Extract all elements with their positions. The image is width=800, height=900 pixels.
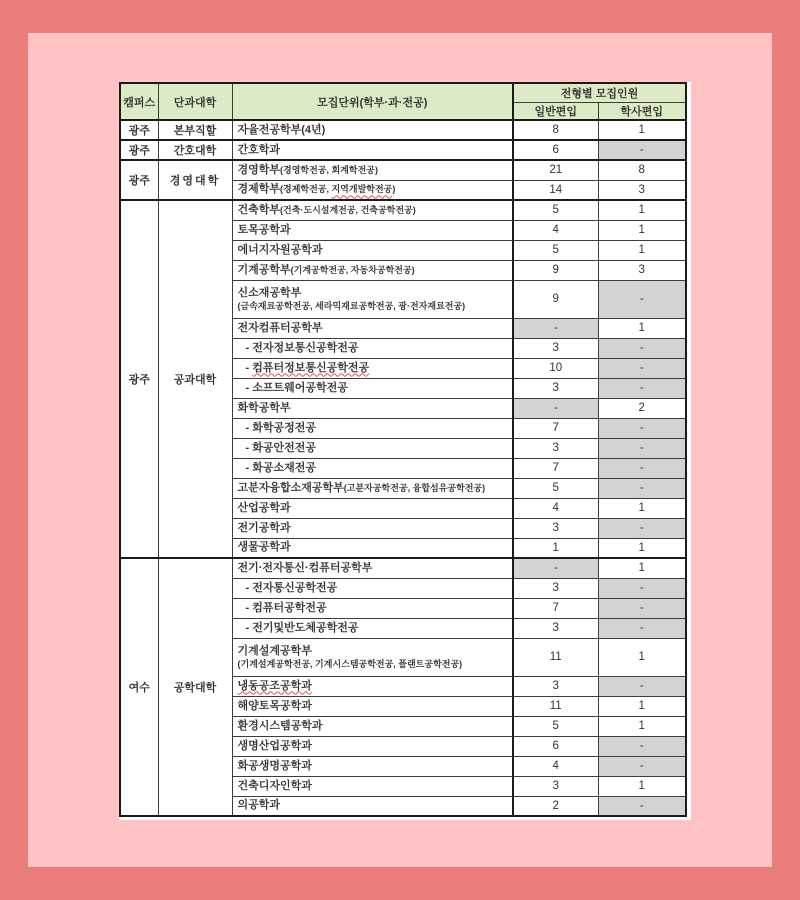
- unit-cell: [232, 518, 513, 538]
- general-count-cell: 11: [513, 696, 598, 716]
- unit-name-line: [246, 582, 510, 595]
- admission-quota-table: [119, 82, 687, 817]
- general-count-cell: 3: [513, 378, 598, 398]
- unit-cell: [232, 180, 513, 200]
- campus-cell: 광주: [120, 140, 158, 160]
- general-count-cell: 3: [513, 338, 598, 358]
- general-count-cell: -: [513, 318, 598, 338]
- general-count-cell: 5: [513, 716, 598, 736]
- unit-name-line: [238, 322, 510, 335]
- general-count-cell: 11: [513, 638, 598, 676]
- unit-text: (경영학전공, 회계학전공): [280, 164, 378, 175]
- unit-subnote: (금속재료공학전공, 세라믹재료공학전공, 광·전자재료전공): [237, 301, 466, 311]
- bachelor-count-cell: 1: [598, 498, 686, 518]
- unit-cell: [232, 358, 513, 378]
- unit-text: 토목공학과: [237, 223, 291, 236]
- bachelor-count-cell: 1: [598, 220, 686, 240]
- unit-name-line: [238, 124, 510, 137]
- general-count-cell: 21: [513, 160, 598, 180]
- general-count-cell: 9: [513, 260, 598, 280]
- unit-cell: [232, 598, 513, 618]
- unit-cell: [232, 498, 513, 518]
- unit-name-line: [238, 645, 510, 658]
- general-count-cell: 4: [513, 220, 598, 240]
- unit-text: 화공생명공학과: [237, 759, 312, 772]
- table-row: [120, 120, 686, 140]
- bachelor-count-cell: 1: [598, 716, 686, 736]
- general-count-cell: 4: [513, 498, 598, 518]
- unit-cell: [232, 280, 513, 318]
- misspell-underlined-text: 지역개발학전공: [331, 184, 393, 195]
- campus-cell: 광주: [120, 160, 158, 200]
- header-campus: 캠퍼스: [120, 83, 158, 120]
- unit-text: (기계공학전공, 자동차공학전공): [290, 264, 415, 275]
- unit-name-line: [238, 541, 510, 554]
- unit-name-line: [238, 264, 510, 277]
- bachelor-count-cell: -: [598, 418, 686, 438]
- bachelor-count-cell: 1: [598, 120, 686, 140]
- unit-name-line: [238, 164, 510, 177]
- unit-name-line: [238, 183, 510, 196]
- unit-cell: [232, 220, 513, 240]
- general-count-cell: 7: [513, 458, 598, 478]
- unit-cell: [232, 776, 513, 796]
- unit-cell: [232, 558, 513, 578]
- unit-cell: [232, 638, 513, 676]
- bachelor-count-cell: -: [598, 438, 686, 458]
- general-count-cell: 5: [513, 240, 598, 260]
- unit-name-line: [238, 482, 510, 495]
- unit-name-line: [238, 224, 510, 237]
- unit-name-line: [238, 680, 510, 693]
- unit-text: 자율전공학부(4년): [237, 123, 326, 136]
- unit-name-line: [238, 720, 510, 733]
- general-count-cell: 2: [513, 796, 598, 816]
- general-count-cell: 3: [513, 676, 598, 696]
- unit-name-line: [246, 622, 510, 635]
- unit-text: 산업공학과: [237, 501, 291, 514]
- unit-text: 환경시스템공학과: [237, 719, 323, 732]
- unit-cell: [232, 160, 513, 180]
- table-row: [120, 200, 686, 220]
- bachelor-count-cell: 8: [598, 160, 686, 180]
- bachelor-count-cell: -: [598, 598, 686, 618]
- bachelor-count-cell: -: [598, 796, 686, 816]
- general-count-cell: 3: [513, 438, 598, 458]
- unit-text: 간호학과: [237, 143, 281, 156]
- bachelor-count-cell: 1: [598, 318, 686, 338]
- unit-text: 기계공학부: [237, 263, 291, 276]
- bachelor-count-cell: -: [598, 378, 686, 398]
- unit-name-line: [246, 602, 510, 615]
- general-count-cell: 7: [513, 418, 598, 438]
- unit-text: -: [245, 361, 253, 374]
- general-count-cell: 8: [513, 120, 598, 140]
- unit-text: - 소프트웨어공학전공: [245, 381, 348, 394]
- unit-text: 건축디자인학과: [237, 779, 312, 792]
- unit-text: - 전기및반도체공학전공: [245, 621, 359, 634]
- bachelor-count-cell: 1: [598, 558, 686, 578]
- table-row: [120, 140, 686, 160]
- unit-cell: [232, 418, 513, 438]
- bachelor-count-cell: -: [598, 618, 686, 638]
- general-count-cell: 9: [513, 280, 598, 318]
- unit-name-line: [238, 144, 510, 157]
- header-bachelor-transfer: 학사편입: [598, 102, 686, 120]
- college-cell: 간호대학: [158, 140, 232, 160]
- bachelor-count-cell: -: [598, 518, 686, 538]
- college-cell: 경영대학: [158, 160, 232, 200]
- campus-cell: 광주: [120, 120, 158, 140]
- unit-text: 에너지자원공학과: [237, 243, 323, 256]
- bachelor-count-cell: 1: [598, 240, 686, 260]
- bachelor-count-cell: 1: [598, 200, 686, 220]
- campus-cell: 여수: [120, 558, 158, 816]
- table-row: [120, 558, 686, 578]
- unit-subnote: (기계설계공학전공, 기계시스템공학전공, 플랜트공학전공): [237, 659, 463, 669]
- general-count-cell: 14: [513, 180, 598, 200]
- general-count-cell: 3: [513, 776, 598, 796]
- general-count-cell: 7: [513, 598, 598, 618]
- unit-text: 생명산업공학과: [237, 739, 312, 752]
- unit-cell: [232, 438, 513, 458]
- bachelor-count-cell: -: [598, 338, 686, 358]
- unit-text: (고분자공학전공, 융합섬유공학전공): [343, 482, 486, 493]
- unit-cell: [232, 240, 513, 260]
- unit-cell: [232, 318, 513, 338]
- unit-cell: [232, 478, 513, 498]
- unit-name-line: [246, 422, 510, 435]
- bachelor-count-cell: 2: [598, 398, 686, 418]
- general-count-cell: 3: [513, 618, 598, 638]
- header-general-transfer: 일반편입: [513, 102, 598, 120]
- college-cell: 본부직할: [158, 120, 232, 140]
- header-group-title: 전형별 모집인원: [513, 83, 686, 102]
- unit-text: 전기공학과: [237, 521, 291, 534]
- table-body: [120, 120, 686, 816]
- bachelor-count-cell: -: [598, 578, 686, 598]
- unit-text: 경제학부: [237, 183, 281, 196]
- unit-text: 건축학부: [237, 203, 281, 216]
- unit-name-line: [238, 287, 510, 300]
- unit-name-line: [238, 700, 510, 713]
- unit-cell: [232, 200, 513, 220]
- unit-cell: [232, 578, 513, 598]
- general-count-cell: -: [513, 558, 598, 578]
- header-unit: 모집단위(학부·과·전공): [232, 83, 513, 120]
- unit-text: 화학공학부: [237, 401, 291, 414]
- header-row-1: [120, 83, 686, 102]
- unit-text: 경영학부: [237, 163, 281, 176]
- unit-cell: [232, 618, 513, 638]
- general-count-cell: 1: [513, 538, 598, 558]
- unit-text: - 화공안전전공: [245, 441, 316, 454]
- table-header: [120, 83, 686, 120]
- unit-text: 생물공학과: [237, 541, 291, 554]
- unit-name-line: [238, 740, 510, 753]
- general-count-cell: 5: [513, 200, 598, 220]
- general-count-cell: 6: [513, 736, 598, 756]
- unit-name-line: [238, 760, 510, 773]
- unit-name-line: [246, 362, 510, 375]
- bachelor-count-cell: -: [598, 280, 686, 318]
- general-count-cell: 10: [513, 358, 598, 378]
- general-count-cell: 4: [513, 756, 598, 776]
- unit-text: ): [392, 184, 396, 195]
- misspell-underlined-text: 냉동공조공학과: [237, 679, 312, 692]
- unit-text: - 전자정보통신공학전공: [245, 341, 359, 354]
- unit-name-line: [246, 442, 510, 455]
- unit-text: - 컴퓨터공학전공: [245, 601, 327, 614]
- unit-text: 전자컴퓨터공학부: [237, 321, 323, 334]
- unit-cell: [232, 378, 513, 398]
- unit-cell: [232, 458, 513, 478]
- unit-name-line: [238, 402, 510, 415]
- unit-text: 전기·전자통신·컴퓨터공학부: [237, 561, 373, 574]
- college-cell: 공학대학: [158, 558, 232, 816]
- unit-cell: [232, 120, 513, 140]
- bachelor-count-cell: 3: [598, 180, 686, 200]
- unit-cell: [232, 796, 513, 816]
- unit-name-line: [238, 780, 510, 793]
- header-college: 단과대학: [158, 83, 232, 120]
- unit-text: 고분자융합소재공학부: [237, 481, 344, 494]
- unit-cell: [232, 696, 513, 716]
- campus-cell: 광주: [120, 200, 158, 558]
- unit-cell: [232, 140, 513, 160]
- unit-name-line: [246, 382, 510, 395]
- unit-cell: [232, 260, 513, 280]
- bachelor-count-cell: -: [598, 358, 686, 378]
- unit-name-line: [238, 799, 510, 812]
- unit-text: 기계설계공학부: [237, 645, 312, 657]
- unit-text: (건축·도시설계전공, 건축공학전공): [280, 204, 416, 215]
- unit-cell: [232, 756, 513, 776]
- bachelor-count-cell: -: [598, 736, 686, 756]
- general-count-cell: 6: [513, 140, 598, 160]
- unit-name-line: [238, 502, 510, 515]
- unit-cell: [232, 538, 513, 558]
- unit-name-line: [238, 522, 510, 535]
- general-count-cell: 3: [513, 578, 598, 598]
- unit-cell: [232, 398, 513, 418]
- misspell-underlined-text: 컴퓨터정보통신공학전공: [252, 361, 370, 374]
- bachelor-count-cell: -: [598, 676, 686, 696]
- unit-cell: [232, 736, 513, 756]
- bachelor-count-cell: -: [598, 458, 686, 478]
- unit-text: (경제학전공,: [280, 184, 332, 195]
- bachelor-count-cell: 1: [598, 776, 686, 796]
- unit-name-line: [238, 204, 510, 217]
- college-cell: 공과대학: [158, 200, 232, 558]
- unit-text: 해양토목공학과: [237, 699, 312, 712]
- bachelor-count-cell: -: [598, 756, 686, 776]
- general-count-cell: -: [513, 398, 598, 418]
- unit-text: - 전자통신공학전공: [245, 581, 338, 594]
- unit-cell: [232, 676, 513, 696]
- bachelor-count-cell: -: [598, 140, 686, 160]
- unit-name-line: [238, 562, 510, 575]
- bachelor-count-cell: 1: [598, 538, 686, 558]
- unit-cell: [232, 716, 513, 736]
- general-count-cell: 3: [513, 518, 598, 538]
- general-count-cell: 5: [513, 478, 598, 498]
- unit-name-line: [246, 462, 510, 475]
- unit-text: - 화공소재전공: [245, 461, 316, 474]
- unit-name-line: [238, 244, 510, 257]
- table-row: [120, 160, 686, 180]
- bachelor-count-cell: 3: [598, 260, 686, 280]
- bachelor-count-cell: -: [598, 478, 686, 498]
- bachelor-count-cell: 1: [598, 638, 686, 676]
- unit-text: - 화학공정전공: [245, 421, 316, 434]
- unit-name-line: [246, 342, 510, 355]
- unit-text: 신소재공학부: [237, 287, 302, 299]
- unit-text: 의공학과: [237, 799, 281, 812]
- bachelor-count-cell: 1: [598, 696, 686, 716]
- unit-cell: [232, 338, 513, 358]
